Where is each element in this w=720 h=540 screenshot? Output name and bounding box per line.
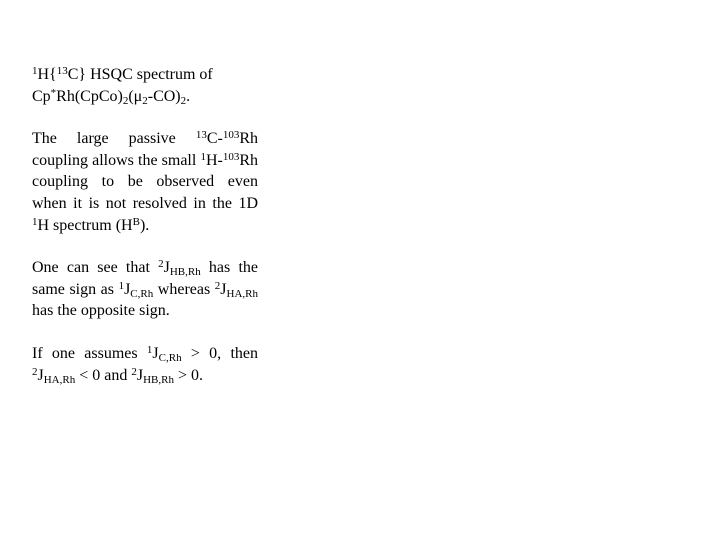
text-span: J bbox=[37, 366, 44, 384]
text-span: Rh coupling allows the small bbox=[32, 130, 258, 169]
subscript: C,Rh bbox=[130, 287, 154, 300]
superscript: 1 bbox=[32, 215, 38, 228]
text-span: (μ bbox=[128, 87, 143, 105]
superscript: 2 bbox=[32, 365, 38, 378]
sign-paragraph bbox=[32, 257, 258, 322]
superscript: 2 bbox=[131, 365, 137, 378]
text-span: whereas bbox=[153, 280, 215, 298]
subscript: HA,Rh bbox=[43, 373, 76, 386]
superscript: 2 bbox=[158, 258, 164, 271]
text-span: Rh coupling to be observed even when it is not resolved in the 1D bbox=[32, 151, 258, 212]
text-span: has the opposite sign. bbox=[32, 302, 170, 320]
subscript: C,Rh bbox=[158, 351, 182, 364]
text-span: ). bbox=[139, 216, 150, 234]
text-span: J bbox=[220, 280, 227, 298]
superscript: B bbox=[132, 215, 140, 228]
text-span: . bbox=[186, 87, 191, 105]
text-span: Cp bbox=[32, 87, 51, 105]
text-span: C- bbox=[206, 130, 223, 148]
text-span: C} HSQC spectrum of bbox=[67, 66, 213, 83]
text-block bbox=[32, 64, 258, 386]
subscript: HB,Rh bbox=[169, 266, 201, 279]
coupling-paragraph bbox=[32, 128, 258, 236]
superscript: * bbox=[50, 86, 57, 99]
text-span: J bbox=[124, 280, 131, 298]
superscript: 103 bbox=[222, 129, 240, 142]
subscript: 2 bbox=[122, 94, 129, 107]
superscript: 2 bbox=[214, 279, 221, 292]
text-span: J bbox=[136, 366, 144, 384]
superscript: 13 bbox=[195, 129, 207, 142]
subscript: HB,Rh bbox=[143, 373, 174, 386]
text-span: One can see that bbox=[32, 259, 159, 277]
text-span: H- bbox=[205, 151, 223, 169]
superscript: 1 bbox=[32, 65, 38, 77]
text-span: > 0. bbox=[173, 366, 203, 384]
text-span: -CO) bbox=[147, 87, 181, 105]
text-span: > 0, then bbox=[181, 344, 258, 362]
conclusion-paragraph bbox=[32, 343, 258, 386]
superscript: 1 bbox=[200, 150, 206, 163]
text-span: has the same sign as bbox=[32, 259, 259, 298]
text-span: H spectrum (H bbox=[37, 216, 133, 234]
title-paragraph bbox=[32, 64, 258, 107]
superscript: 103 bbox=[222, 150, 240, 163]
subscript: 2 bbox=[142, 94, 148, 107]
subscript: 2 bbox=[180, 94, 187, 107]
superscript: 13 bbox=[56, 65, 68, 77]
text-span: Rh(CpCo) bbox=[56, 87, 123, 105]
text-span: < 0 and bbox=[75, 366, 132, 384]
text-span: If one assumes bbox=[32, 344, 147, 362]
superscript: 1 bbox=[146, 343, 153, 356]
subscript: HA,Rh bbox=[226, 287, 258, 300]
text-span: The large passive bbox=[32, 130, 196, 148]
text-span: J bbox=[152, 344, 159, 362]
text-span: J bbox=[163, 259, 170, 277]
text-span: H{ bbox=[37, 66, 57, 83]
superscript: 1 bbox=[118, 279, 125, 292]
